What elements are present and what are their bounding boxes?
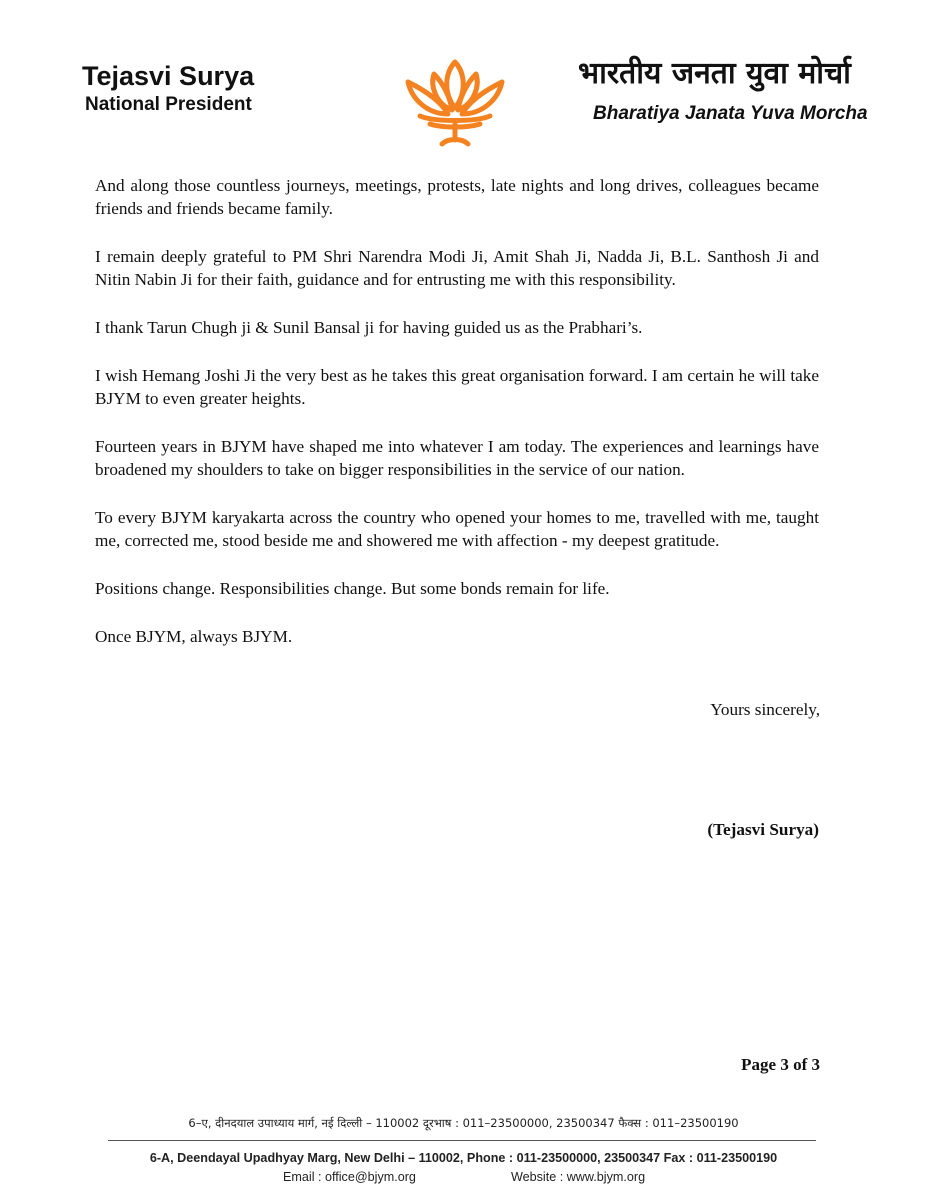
body-paragraph: I thank Tarun Chugh ji & Sunil Bansal ji for having guided us as the Prabhari’s.: [95, 318, 643, 337]
page-number: Page 3 of 3: [741, 1055, 820, 1074]
signature-name: (Tejasvi Surya): [707, 820, 819, 839]
footer-divider: [108, 1140, 816, 1141]
footer-address-hindi: 6–ए, दीनदयाल उपाध्याय मार्ग, नई दिल्ली – 110002 दूरभाष : 011–23500000, 23500347 फैक्स : 011–23500190: [188, 1116, 739, 1130]
body-paragraph: Fourteen years in BJYM have shaped me into whatever I am today. The experiences and learnings have broadened my shoulders to take on bigger responsibilities in the service of our nation.: [95, 437, 819, 479]
body-paragraph: And along those countless journeys, meetings, protests, late nights and long drives, colleagues became friends and friends became family.: [95, 176, 819, 218]
sender-name: Tejasvi Surya: [82, 61, 255, 91]
footer-contact: [283, 1168, 740, 1186]
body-paragraph: Positions change. Responsibilities change. But some bonds remain for life.: [95, 579, 610, 598]
body-paragraph: Once BJYM, always BJYM.: [95, 627, 293, 646]
body-paragraph: To every BJYM karyakarta across the country who opened your homes to me, travelled with me, taught me, corrected me, stood beside me and showered me with affection - my deepest gratitude.: [95, 508, 819, 550]
body-paragraph: I remain deeply grateful to PM Shri Narendra Modi Ji, Amit Shah Ji, Nadda Ji, B.L. Santhosh Ji and Nitin Nabin Ji for their faith, guidance and for entrusting me with this responsibility.: [95, 247, 819, 289]
org-name-english: Bharatiya Janata Yuva Morcha: [593, 103, 868, 124]
sender-designation: National President: [85, 94, 252, 115]
body-paragraph: I wish Hemang Joshi Ji the very best as he takes this great organisation forward. I am certain he will take BJYM to even greater heights.: [95, 366, 819, 408]
footer-email: Email : office@bjym.org: [283, 1170, 416, 1184]
org-name-hindi: भारतीय जनता युवा मोर्चा: [578, 56, 851, 91]
lotus-icon: [398, 52, 512, 150]
letter-body: [95, 174, 819, 673]
footer-address-english: 6-A, Deendayal Upadhyay Marg, New Delhi – 110002, Phone : 011-23500000, 23500347 Fax : 011-23500190: [149, 1151, 778, 1165]
closing-salutation: Yours sincerely,: [710, 700, 820, 719]
footer-website: Website : www.bjym.org: [510, 1170, 646, 1184]
